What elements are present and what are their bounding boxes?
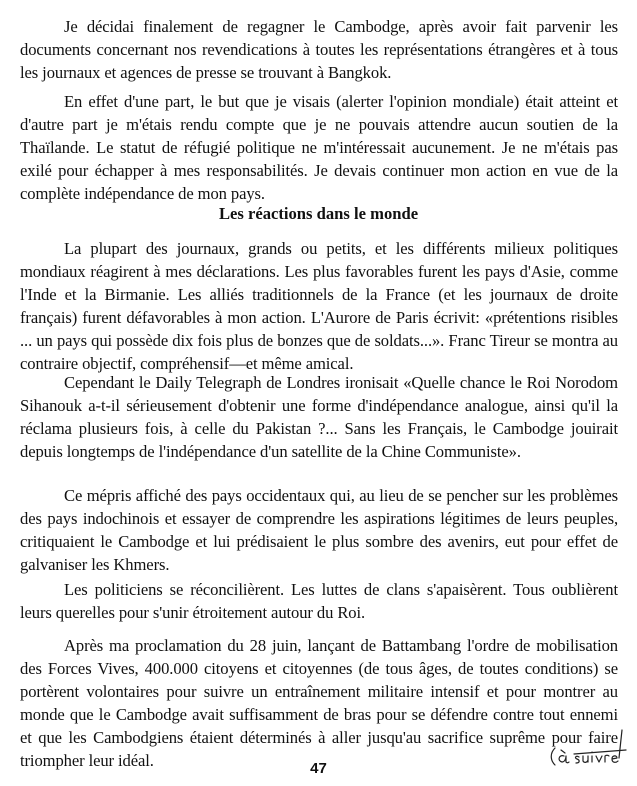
paragraph-western-contempt: Ce mépris affiché des pays occidentaux qui, au lieu de se pencher sur les problèmes des pays indochinois et essayer de comprendre les aspirations légitimes de leurs peuples, critiquaient le Cambodge et lui prédisaient le plus sombre des avenirs, eut pour effet de galvaniser les Khmers.	[20, 486, 618, 574]
section-heading: Les réactions dans le monde	[218, 204, 419, 223]
paragraph-mobilisation: Après ma proclamation du 28 juin, lançant de Battambang l'ordre de mobilisation des Forces Vives, 400.000 citoyens et citoyennes (de tous âges, de toutes conditions) se portèrent volontaires pour suivre un entraînement militaire intensif et pour montrer au monde que le Cambodge avait suffisamment de bras pour se défendre contre tout ennemi et que les Cambodgiens étaient déterminés à aller jusqu'au sacrifice suprême pour faire triompher leur idéal.	[20, 636, 618, 770]
paragraph-politicians-reconcile: Les politiciens se réconcilièrent. Les luttes de clans s'apaisèrent. Tous oublièrent leurs querelles pour s'unir étroitement autour du Roi.	[20, 580, 618, 622]
paragraph-daily-telegraph: Cependant le Daily Telegraph de Londres ironisait «Quelle chance le Roi Norodom Sihanouk a-t-il sérieusement d'obtenir une forme d'indépendance analogue, ainsi qu'il la réclama plusieurs fois, à celle du Pakistan ?... Sans les Français, le Cambodge jouirait depuis longtemps de l'indépendance d'un satellite de la Chine Communiste».	[20, 373, 618, 461]
paragraph-return-to-cambodia: Je décidai finalement de regagner le Cambodge, après avoir fait parvenir les documents concernant nos revendications à toutes les représentations étrangères et à tous les journaux et agences de presse se trouvant à Bangkok.	[20, 17, 618, 82]
paragraph-goal-reached: En effet d'une part, le but que je visais (alerter l'opinion mondiale) était atteint et d'autre part je m'étais rendu compte que je ne pouvais attendre aucun soutien de la Thaïlande. Le statut de réfugié politique ne m'intéressait aucunement. Je ne m'étais pas exilé pour échapper à mes responsabilités. Je devais continuer mon action en vue de la complète indépendance de mon pays.	[20, 92, 618, 203]
paragraph-world-reactions: La plupart des journaux, grands ou petits, et les différents milieux politiques mondiaux réagirent à mes déclarations. Les plus favorables furent les pays d'Asie, comme l'Inde et la Birmanie. Les alliés traditionnels de la France (et les journaux de droite français) furent défavorables à mon action. L'Aurore de Paris écrivit: «prétentions risibles ... un pays qui possède dix fois plus de bonzes que de soldats...». Franc Tireur se montra au contraire objectif, compréhensif—et même amical.	[20, 239, 618, 373]
page-number: 47	[310, 760, 327, 777]
